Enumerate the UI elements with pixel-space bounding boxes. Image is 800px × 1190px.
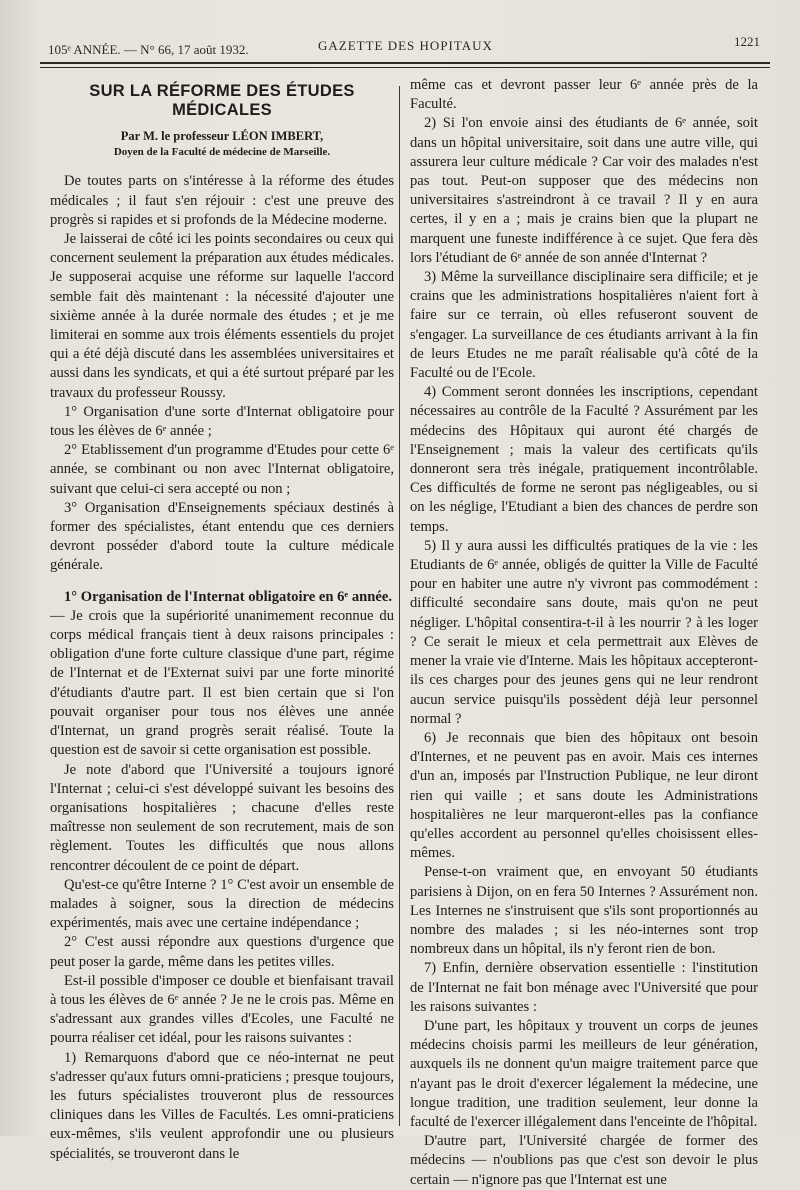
- paragraph: 2° Etablissement d'un programme d'Etudes pour cette 6ᵉ année, se combinant ou non avec l'Internat obligatoire, suivant que celui-ci sera accepté ou non ;: [50, 442, 394, 497]
- paragraph: Est-il possible d'imposer ce double et bienfaisant travail à tous les élèves de 6ᵉ année ? Je ne le crois pas. Même en s'adressant aux grandes villes d'Ecoles, une Faculté ne pourra réaliser cet idéal, pour les raisons suivantes :: [50, 972, 394, 1047]
- page-header: [48, 34, 760, 60]
- section-heading: 1° Organisation de l'Internat obligatoire en 6ᵉ année.: [64, 588, 392, 605]
- paragraph: 1° Organisation d'une sorte d'Internat obligatoire pour tous les élèves de 6ᵉ année ;: [50, 403, 394, 440]
- paragraph: 2° C'est aussi répondre aux questions d'urgence que peut poser la garde, même dans les petites villes.: [50, 934, 394, 970]
- issue-info: 105ᵉ ANNÉE. — N° 66, 17 août 1932.: [48, 42, 249, 57]
- paragraph: 1) Remarquons d'abord que ce néo-internat ne peut s'adresser qu'aux futurs omni-praticiens ; presque toujours, les futurs spécialistes trouveront plus de ressources cliniques dans les Villes de Facultés. Les omni-praticiens eux-mêmes, s'ils veulent approfondir une ou plusieurs spécialités, se trouveront dans le: [50, 1049, 394, 1162]
- paragraph: Pense-t-on vraiment que, en envoyant 50 étudiants parisiens à Dijon, on en fera 50 Internes ? Assurément non. Les Internes ne s'instruisent que s'ils sont proportionnés au nombre des malades ; si les néo-internes sont trop nombreux dans un hôpital, ils n'y feront rien de bon.: [410, 864, 758, 958]
- section: [50, 588, 394, 1164]
- left-column: [50, 76, 394, 1162]
- column-divider: [399, 86, 400, 1126]
- paragraph: 3) Même la surveillance disciplinaire sera difficile; et je crains que les administrations hospitalières n'aient fort à faire sur ce terrain, où elles refuseront souvent de s'engager. La surveillance de ces étudiants arrivant à la fin de leurs Etudes ne me paraît réalisable qu'à côté de la Faculté ou de l'Ecole.: [410, 269, 758, 382]
- paragraph: 3° Organisation d'Enseignements spéciaux destinés à former des spécialistes, étant entendu que ces derniers devront posséder d'abord toute la culture médicale générale.: [50, 499, 394, 574]
- paragraph: 7) Enfin, dernière observation essentielle : l'institution de l'Internat ne fait bon ménage avec l'Université que pour les raisons suivantes :: [410, 960, 758, 1015]
- paragraph: même cas et devront passer leur 6ᵉ année près de la Faculté.: [410, 77, 758, 113]
- paragraph: 5) Il y aura aussi les difficultés pratiques de la vie : les Etudiants de 6ᵉ année, obligés de quitter la Ville de Faculté pour en habiter une autre n'y vivront pas commodément : difficulté secondaire sans doute, mais qu'on ne peut négliger. L'hôpital consentira-t-il à les nourrir ? à les loger ? Ce serait le mieux et cela permettrait aux Elèves de mener la vraie vie d'Interne. Mais les hôpitaux accepteront-ils ces charges pour des jeunes gens qui ne leur rendront aucun service puisqu'ils possèdent déjà leur personnel normal ?: [410, 537, 758, 727]
- header-rule: [40, 62, 770, 64]
- paragraph: D'autre part, l'Université chargée de former des médecins — n'oublions pas que c'est son devoir le plus certain — n'ignore pas que l'Internat est une: [410, 1133, 758, 1188]
- author-affiliation: Doyen de la Faculté de médecine de Marseille.: [113, 146, 331, 159]
- paragraph: Je laisserai de côté ici les points secondaires ou ceux qui concernent seulement la préparation aux études médicales. Je supposerai acquise une réforme sur laquelle l'accord semble fait dès maintenant : la nécessité d'ajouter une sixième année à la durée normale des études ; et je me limiterai en somme aux trois éléments essentiels du projet qui a été déjà discuté dans les assemblées universitaires et aussi dans les syndicats, et qui a été surtout préparé par les travaux du professeur Roussy.: [50, 231, 394, 401]
- right-column: [410, 76, 758, 1188]
- header-rule-thin: [40, 67, 770, 68]
- paragraph: Je note d'abord que l'Université a toujours ignoré l'Internat ; celui-ci s'est développé suivant les besoins des organisations hospitalières ; chacune d'elles reste maîtresse non seulement de son recrutement, mais de son règlement. Toutes les difficultés que nous allons rencontrer découlent de ce point de départ.: [50, 761, 394, 874]
- paragraph: 2) Si l'on envoie ainsi des étudiants de 6ᵉ année, soit dans un hôpital universitaire, soit dans une autre ville, qui assurera leur culture médicale ? Car voir des malades n'est pas tout. Peut-on supposer que des médecins non universitaires s'astreindront à ce travail ? Il y en aura certes, il y en a ; mais je crains bien que la plupart ne marquent une funeste indifférence à ce sujet. Que fera dès lors l'étudiant de 6ᵉ année de son année d'Internat ?: [410, 115, 758, 266]
- paragraph: — Je crois que la supériorité unanimement reconnue du corps médical français tient à deux raisons principales : obligation d'une forte culture classique d'une part, régime de l'Internat et de l'Externat suivi par une forte minorité d'étudiants d'autre part. Il est bien certain que si l'on pouvait organiser pour tous nos élèves une année d'Internat, un grand progrès serait réalisé. Toute la question est de savoir si cette organisation est possible.: [50, 607, 394, 759]
- paragraph: D'une part, les hôpitaux y trouvent un corps de jeunes médecins choisis parmi les meilleurs de leur génération, auxquels ils ne donnent qu'un maigre traitement parce que n'ayant pas le droit d'exercer légalement la médecine, une longue tradition, une tradition seulement, leur donne la faculté de l'exercer illégalement dans l'enceinte de l'hôpital.: [410, 1017, 758, 1130]
- journal-title: GAZETTE DES HOPITAUX: [318, 38, 493, 53]
- article-byline: Par M. le professeur LÉON IMBERT,: [120, 129, 324, 144]
- paragraph: De toutes parts on s'intéresse à la réforme des études médicales ; il faut s'en réjouir : c'est une preuve des progrès si rapides et si profonds de la Médecine moderne.: [50, 173, 394, 228]
- page-number: 1221: [734, 34, 760, 49]
- paragraph: 4) Comment seront données les inscriptions, cependant nécessaires au contrôle de la Faculté ? Assurément par les médecins des Hôpitaux qui auront été chargés de l'Enseignement ; mais la valeur des certificats qu'ils donneront sera très inégale, pratiquement incontrôlable. Ces difficultés de forme ne seront pas négligeables, ou si on les néglige, l'Etudiant a bien des chances de perdre son temps.: [410, 384, 758, 535]
- paragraph: 6) Je reconnais que bien des hôpitaux ont besoin d'Internes, et ne peuvent pas en avoir. Mais ces internes d'un an, imposés par l'Instruction Publique, ne leur diront rien qui vaille ; et sans doute les Administrations hospitalières ne leur marqueront-elles pas la confiance qu'elles accordent au personnel qu'elles choisissent elles-mêmes.: [410, 729, 758, 862]
- paragraph: Qu'est-ce qu'être Interne ? 1° C'est avoir un ensemble de malades à soigner, sous la direction de médecins expérimentés, mais avec une certaine indépendance ;: [50, 876, 394, 932]
- article-title: SUR LA RÉFORME DES ÉTUDES MÉDICALES: [89, 82, 355, 120]
